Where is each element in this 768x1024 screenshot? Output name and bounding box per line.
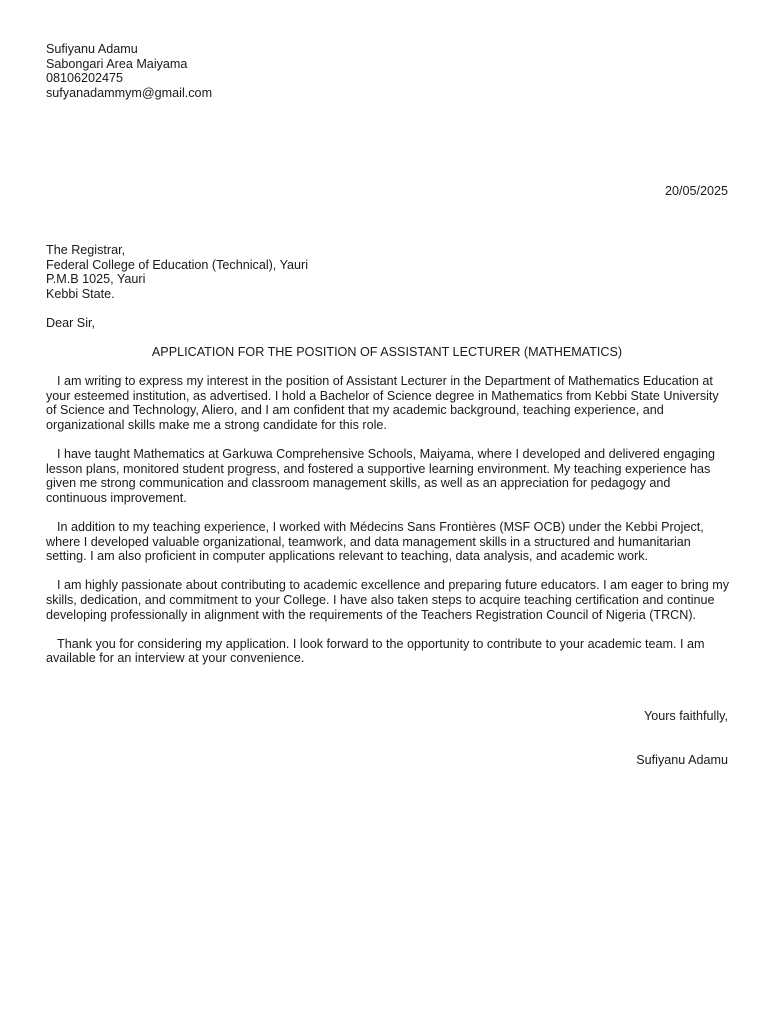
recipient-title: The Registrar, [46,243,126,257]
recipient-pmb: P.M.B 1025, Yauri [46,272,146,287]
body-paragraph: I am highly passionate about contributing to academic excellence and preparing future educators. I am eager to bring my skills, dedication, and commitment to your College. I have also taken steps to acquire teaching certification and continue developing professionally in alignment with the requirements of the Teachers Registration Council of Nigeria (TRCN). [46,578,730,622]
sender-phone: 08106202475 [46,71,124,86]
letter-body [46,374,732,680]
closing: Yours faithfully, [643,709,728,723]
recipient-institution: Federal College of Education (Technical), Yauri [46,257,309,272]
signature-name: Sufiyanu Adamu [636,753,728,767]
subject-heading: APPLICATION FOR THE POSITION OF ASSISTANT LECTURER (MATHEMATICS) [151,345,623,359]
sender-email: sufyanadammym@gmail.com [46,85,213,100]
salutation: Dear Sir, [46,316,95,330]
letter-date: 20/05/2025 [664,184,728,198]
body-paragraph: Thank you for considering my application. I look forward to the opportunity to contribute to your academic team. I am available for an interview at your convenience. [46,636,705,666]
body-paragraph: In addition to my teaching experience, I worked with Médecins Sans Frontières (MSF OCB) under the Kebbi Project, where I developed valuable organizational, teamwork, and data management skills in a structured and humanitarian setting. I am also proficient in computer applications relevant to teaching, data analysis, and academic work. [46,519,704,564]
sender-block [46,42,212,100]
recipient-block [46,243,308,301]
sender-name: Sufiyanu Adamu [46,42,138,56]
recipient-state: Kebbi State. [46,286,115,301]
sender-address: Sabongari Area Maiyama [46,56,188,71]
body-paragraph: I am writing to express my interest in the position of Assistant Lecturer in the Department of Mathematics Education at your esteemed institution, as advertised. I hold a Bachelor of Science degree in Mathematics from Kebbi State University of Science and Technology, Aliero, and I am confident that my academic background, teaching experience, and organizational skills make me a strong candidate for this role. [46,374,719,432]
body-paragraph: I have taught Mathematics at Garkuwa Comprehensive Schools, Maiyama, where I developed and delivered engaging lesson plans, monitored student progress, and fostered a supportive learning environment. My teaching experience has given me strong communication and classroom management skills, as well as an appreciation for pedagogy and continuous improvement. [46,446,716,505]
